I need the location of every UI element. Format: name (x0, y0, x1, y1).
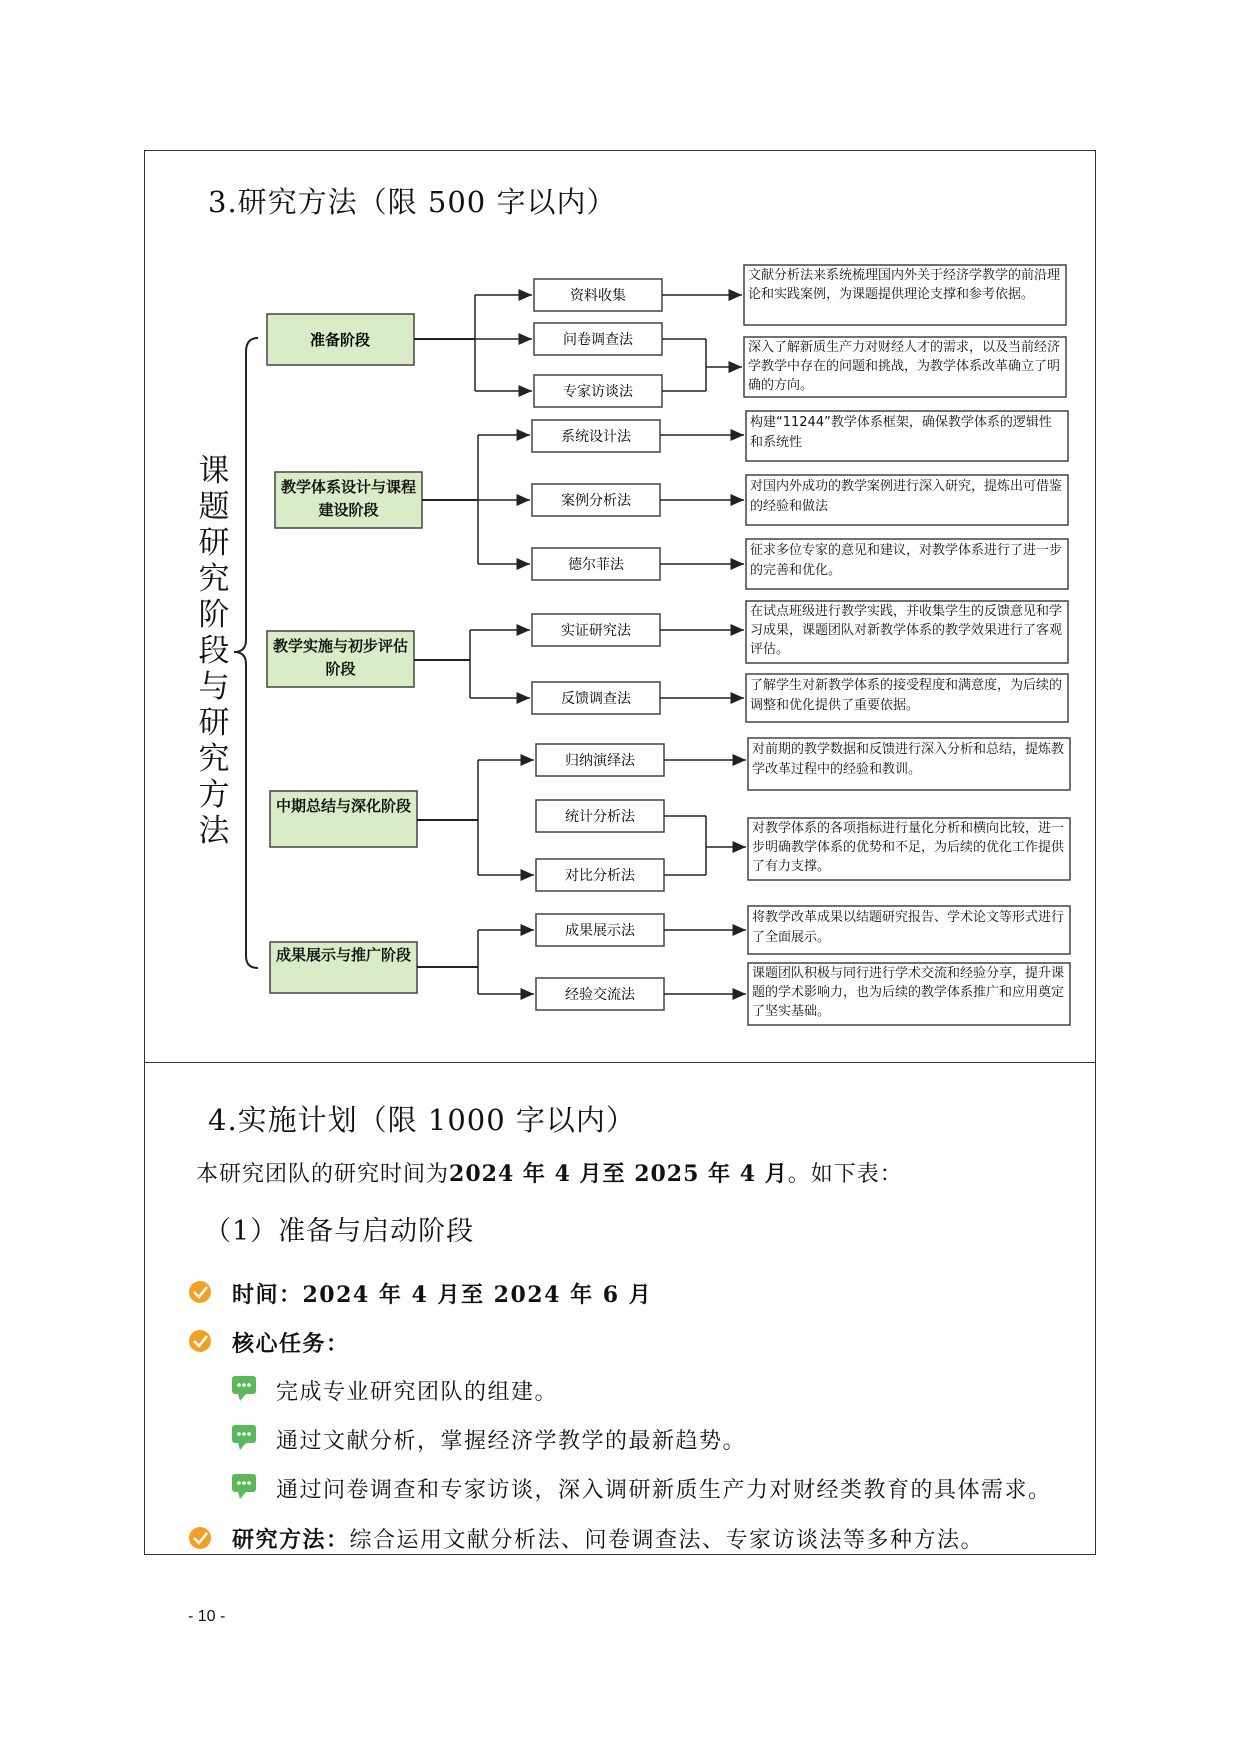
task-item: 完成专业研究团队的组建。 (276, 1380, 559, 1405)
stage-brace (234, 338, 258, 968)
description-text: 对前期的教学数据和反馈进行深入分析和总结，提炼教学改革过程中的经验和教训。 (752, 742, 1065, 777)
section3-title: 3.研究方法（限 500 字以内） (208, 185, 617, 219)
intro-suffix: 。如下表： (787, 1162, 903, 1187)
description-text: 构建“11244”教学体系框架，确保教学体系的逻辑性和系统性 (750, 415, 1052, 450)
description-text: 将教学改革成果以结题研究报告、学术论文等形式进行了全面展示。 (752, 910, 1065, 945)
stage-label: 准备阶段 (309, 331, 371, 349)
phase-title: （1）准备与启动阶段 (204, 1216, 475, 1247)
stage-label: 教学实施与初步评估阶段 (272, 637, 408, 678)
page-number: - 10 - (188, 1608, 226, 1625)
description-text: 对国内外成功的教学案例进行深入研究，提炼出可借鉴的经验和做法 (750, 479, 1063, 514)
tasks-label: 核心任务： (232, 1331, 350, 1357)
badge-check-icon (189, 1527, 211, 1549)
method-label: 归纳演绎法 (565, 753, 635, 769)
methods-line (232, 1523, 984, 1554)
method-label: 经验交流法 (565, 987, 635, 1003)
chat-bubble-icon (232, 1474, 256, 1499)
badge-check-icon (189, 1281, 211, 1303)
methods-text: 综合运用文献分析法、问卷调查法、专家访谈法等多种方法。 (349, 1528, 985, 1553)
description-text: 深入了解新质生产力对财经人才的需求，以及当前经济学教学中存在的问题和挑战，为教学体系改革确立了明确的方向。 (748, 340, 1061, 393)
task-item: 通过问卷调查和专家访谈，深入调研新质生产力对财经类教育的具体需求。 (276, 1478, 1052, 1503)
method-label: 成果展示法 (565, 923, 635, 939)
description-text: 了解学生对新教学体系的接受程度和满意度，为后续的调整和优化提供了重要依据。 (750, 678, 1063, 713)
description-text: 文献分析法来系统梳理国内外关于经济学教学的前沿理论和实践案例，为课题提供理论支撑和参考依据。 (748, 268, 1061, 302)
description-text: 对教学体系的各项指标进行量化分析和横向比较，进一步明确教学体系的优势和不足，为后续的优化工作提供了有力支撑。 (752, 821, 1065, 874)
description-text: 征求多位专家的意见和建议，对教学体系进行了进一步的完善和优化。 (750, 543, 1063, 578)
badge-check-icon (189, 1330, 211, 1352)
intro-period: 2024 年 4 月至 2025 年 4 月 (449, 1161, 788, 1187)
method-label: 问卷调查法 (563, 332, 633, 348)
method-label: 反馈调查法 (561, 691, 631, 707)
section4-title: 4.实施计划（限 1000 字以内） (208, 1103, 636, 1137)
method-label: 德尔菲法 (568, 557, 624, 573)
method-label: 统计分析法 (565, 809, 635, 825)
stage-label: 教学体系设计与课程建设阶段 (280, 478, 416, 519)
method-label: 专家访谈法 (563, 384, 633, 400)
time-label: 时间：2024 年 4 月至 2024 年 6 月 (232, 1282, 653, 1308)
method-label: 案例分析法 (561, 493, 631, 509)
stage-label: 成果展示与推广阶段 (275, 946, 411, 964)
intro-prefix: 本研究团队的研究时间为 (196, 1162, 450, 1187)
method-label: 实证研究法 (561, 623, 631, 639)
intro-text (196, 1157, 903, 1188)
methods-label: 研究方法： (232, 1527, 350, 1553)
diagram-vertical-label: 课题研究阶段与研究方法 (198, 453, 230, 849)
method-label: 对比分析法 (565, 868, 635, 884)
task-item: 通过文献分析，掌握经济学教学的最新趋势。 (276, 1429, 747, 1454)
chat-bubble-icon (232, 1376, 256, 1401)
description-text: 在试点班级进行教学实践，并收集学生的反馈意见和学习成果，课题团队对新教学体系的教学效果进行了客观评估。 (750, 604, 1063, 657)
stage-label: 中期总结与深化阶段 (275, 797, 411, 815)
chat-bubble-icon (232, 1425, 256, 1450)
description-text: 课题团队积极与同行进行学术交流和经验分享，提升课题的学术影响力，也为后续的教学体系推广和应用奠定了坚实基础。 (752, 966, 1065, 1019)
method-label: 系统设计法 (561, 429, 631, 445)
method-label: 资料收集 (570, 288, 626, 304)
